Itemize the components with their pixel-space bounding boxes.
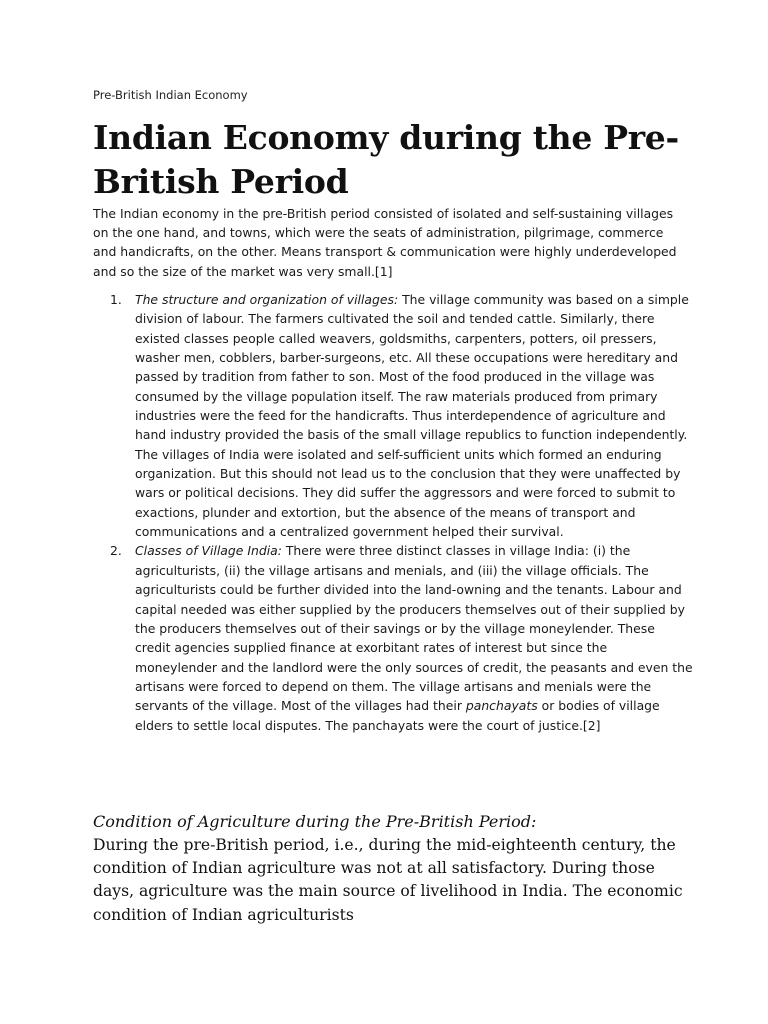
page-title: Indian Economy during the Pre-British Period: [93, 118, 679, 201]
list-item-number: 1.: [110, 292, 122, 307]
running-header: Pre-British Indian Economy: [93, 88, 248, 102]
section-body: During the pre-British period, i.e., during the mid-eighteenth century, the condition of Indian agriculture was not at all satisfactory. During those days, agriculture was the main source of livelihood in India. The economic condition of Indian agriculturists: [93, 836, 683, 924]
list-item-heading: The structure and organization of villages:: [135, 292, 399, 307]
list-item-text: There were three distinct classes in village India: (i) the agriculturists, (ii) the village artisans and menials, and (iii) the village officials. The agriculturists could be further divided into the land-owning and the tenants. Labour and capital needed was either supplied by the producers themselves out of their supplied by the producers themselves out of their savings or by the village moneylender. These credit agencies supplied finance at exorbitant rates of interest but since the moneylender and the landlord were the only sources of credit, the peasants and even the artisans were forced to depend on them. The village artisans and menials were the servants of the village. Most of the villages had their: [135, 543, 693, 714]
list-item-text: The village community was based on a simple division of labour. The farmers cultivated the soil and tended cattle. Similarly, there existed classes people called weavers, goldsmiths, carpenters, potters, oil pressers, washer men, cobblers, barber-surgeons, etc. All these occupations were hereditary and passed by tradition from father to son. Most of the food produced in the village was consumed by the village population itself. The raw materials produced from primary industries were the feed for the handicrafts. Thus interdependence of agriculture and hand industry provided the basis of the small village republics to function independently. The villages of India were isolated and self-sufficient units which formed an enduring organization. But this should not lead us to the conclusion that they were unaffected by wars or political decisions. They did suffer the aggressors and were forced to submit to exactions, plunder and extortion, but the absence of the means of transport and communications and a centralized government helped their survival.: [135, 292, 689, 540]
section-heading: Condition of Agriculture during the Pre-British Period:: [93, 812, 537, 831]
list-item-number: 2.: [110, 543, 122, 559]
intro-paragraph: The Indian economy in the pre-British period consisted of isolated and self-sustaining villages on the one hand, and towns, which were the seats of administration, pilgrimage, commerce and handicrafts, on the other. Means transport & communication were highly underdeveloped and so the size of the market was very small.[1]: [93, 206, 677, 279]
list-item-heading: Classes of Village India:: [135, 543, 282, 559]
list-item-emphasis: panchayats: [465, 698, 538, 714]
list-item: [93, 290, 693, 541]
list-item-text-continued: or bodies of village elders to settle local disputes. The panchayats were the court of justice.[2]: [135, 698, 660, 733]
list-item: [93, 541, 693, 734]
numbered-list: [93, 290, 693, 735]
